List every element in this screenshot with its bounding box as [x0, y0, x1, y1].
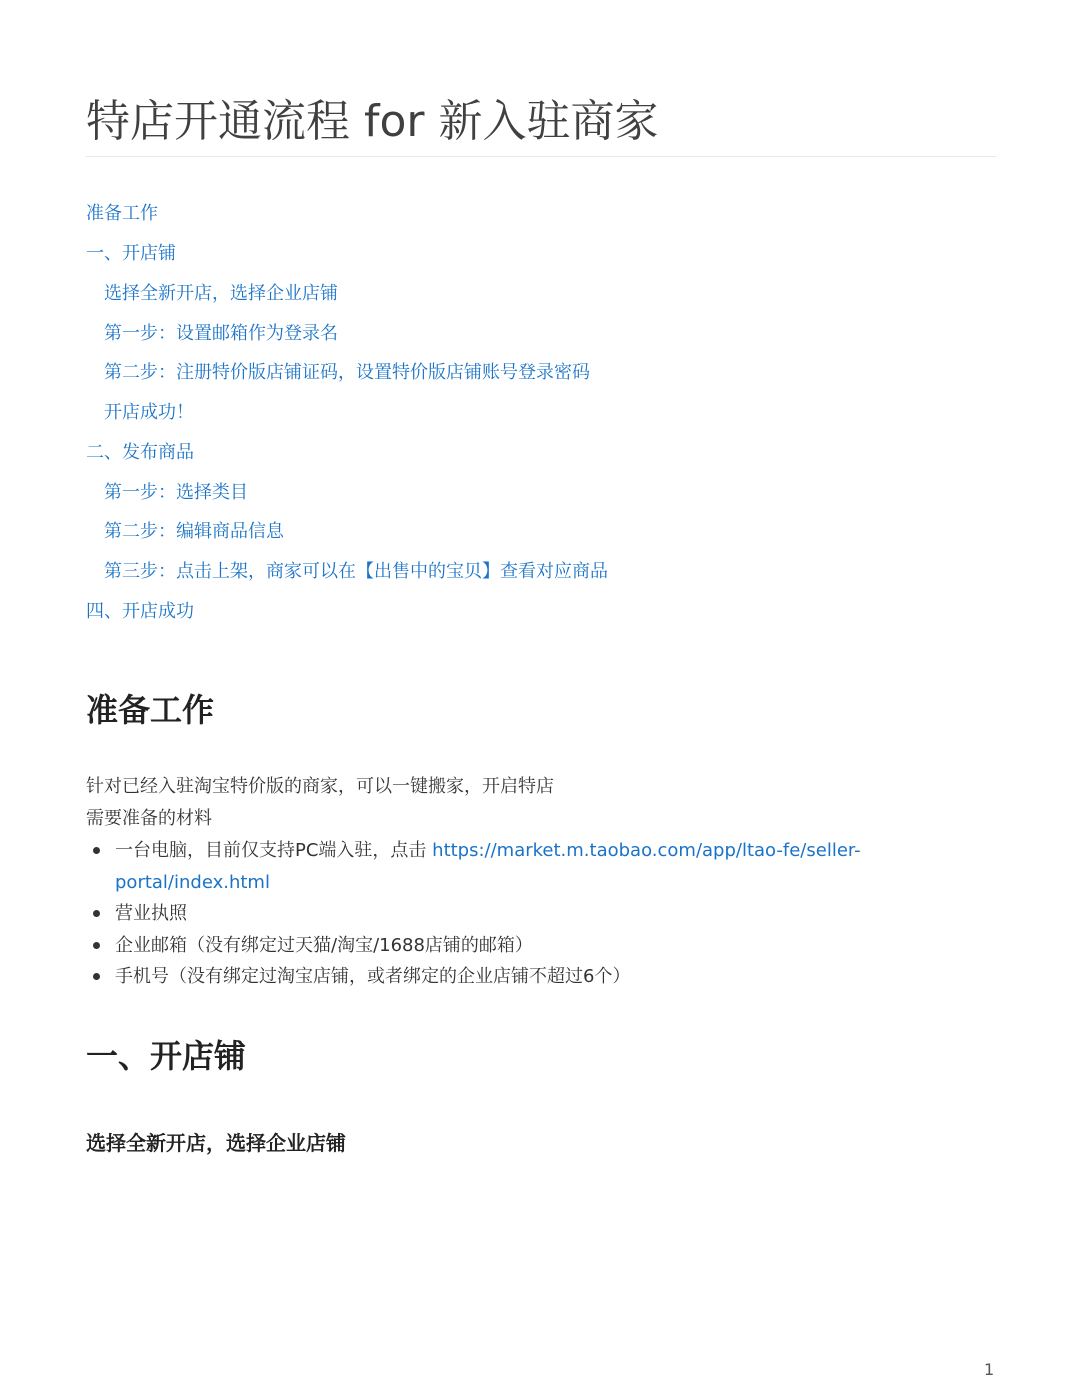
- toc-link[interactable]: 第三步：点击上架，商家可以在【出售中的宝贝】查看对应商品: [104, 561, 608, 582]
- bullet-icon: [93, 847, 100, 854]
- toc-link[interactable]: 准备工作: [86, 203, 158, 224]
- subheading-choose-new-store: 选择全新开店，选择企业店铺: [86, 1131, 346, 1155]
- page-number: 1: [984, 1360, 995, 1379]
- list-item: [86, 961, 966, 993]
- prep-intro: 针对已经入驻淘宝特价版的商家，可以一键搬家，开启特店: [86, 776, 554, 797]
- toc-item-step-email[interactable]: [104, 314, 338, 354]
- toc-item-step-register[interactable]: [104, 353, 590, 393]
- list-item: [86, 898, 966, 930]
- toc-item-choose-new-store[interactable]: [104, 274, 338, 314]
- list-item-text: 手机号（没有绑定过淘宝店铺，或者绑定的企业店铺不超过6个）: [115, 966, 631, 987]
- toc-link[interactable]: 第二步：注册特价版店铺证码，设置特价版店铺账号登录密码: [104, 362, 590, 383]
- toc-item-prep[interactable]: [86, 194, 158, 234]
- toc-item-open-success[interactable]: [86, 592, 194, 632]
- toc-link[interactable]: 第一步：选择类目: [104, 482, 248, 503]
- materials-label: 需要准备的材料: [86, 808, 212, 829]
- list-item: [86, 835, 966, 898]
- toc-item-step-category[interactable]: [104, 473, 248, 513]
- toc-link[interactable]: 四、开店成功: [86, 601, 194, 622]
- toc-link[interactable]: 开店成功！: [104, 402, 194, 423]
- list-item: [86, 930, 966, 962]
- list-item-text: 企业邮箱（没有绑定过天猫/淘宝/1688店铺的邮箱）: [115, 934, 533, 956]
- toc-item-publish-products[interactable]: [86, 433, 194, 473]
- toc-item-store-success[interactable]: [104, 393, 194, 433]
- toc-item-open-store[interactable]: [86, 234, 176, 274]
- list-item-text: 一台电脑，目前仅支持PC端入驻，点击: [115, 840, 433, 861]
- page-title: 特店开通流程 for 新入驻商家: [86, 96, 659, 147]
- bullet-icon: [93, 910, 100, 917]
- section-heading-open-store: 一、开店铺: [86, 1037, 247, 1075]
- bullet-icon: [93, 942, 100, 949]
- title-divider: [86, 156, 996, 157]
- toc-link[interactable]: 第二步：编辑商品信息: [104, 521, 284, 542]
- toc-link[interactable]: 选择全新开店，选择企业店铺: [104, 283, 338, 304]
- bullet-icon: [93, 973, 100, 980]
- list-item-text: 营业执照: [115, 903, 187, 924]
- toc-link[interactable]: 一、开店铺: [86, 243, 176, 264]
- toc-item-step-edit-info[interactable]: [104, 512, 284, 552]
- toc-item-step-list[interactable]: [104, 552, 608, 592]
- toc-link[interactable]: 二、发布商品: [86, 442, 194, 463]
- toc-link[interactable]: 第一步：设置邮箱作为登录名: [104, 323, 338, 344]
- materials-list: [86, 835, 966, 993]
- seller-portal-link[interactable]: https://market.m.taobao.com/app/ltao-fe/seller-portal/index.html: [115, 840, 861, 893]
- section-heading-prep: 准备工作: [86, 691, 215, 729]
